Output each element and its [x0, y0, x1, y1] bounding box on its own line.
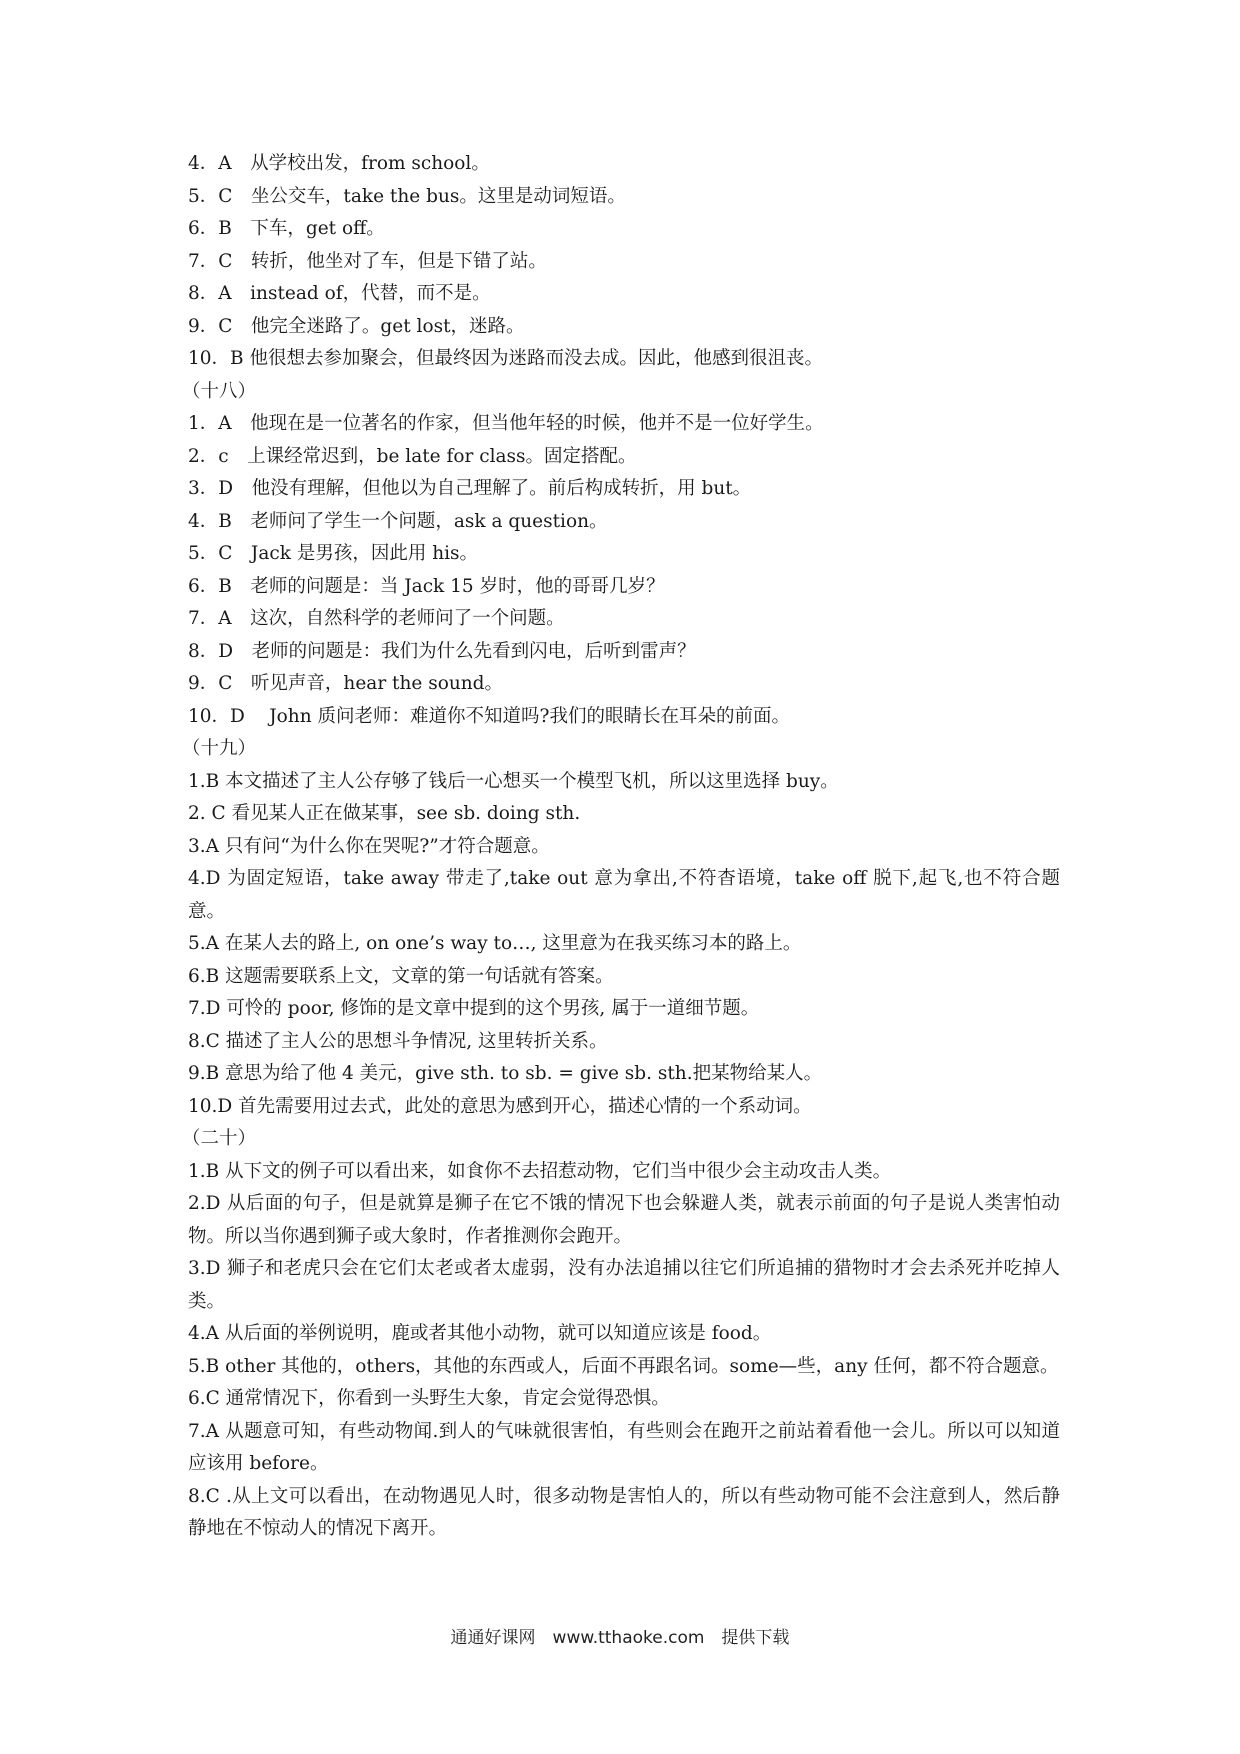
answer-line: 3.A 只有问“为什么你在哭呢?”才符合题意。: [188, 835, 550, 857]
answer-line: 1.B 本文描述了主人公存够了钱后一心想买一个模型飞机，所以这里选择 buy。: [188, 770, 839, 792]
answer-line: 9．C 听见声音，hear the sound。: [188, 673, 504, 694]
answer-line: 8.C .从上文可以看出，在动物遇见人时，很多动物是害怕人的，所以有些动物可能不会注意到人，然后静静地在不惊动人的情况下离开。: [188, 1485, 1060, 1539]
answer-line: 7．A 这次，自然科学的老师问了一个问题。: [188, 608, 565, 629]
answer-line: 7．C 转折，他坐对了车，但是下错了站。: [188, 250, 547, 272]
section-heading: （二十）: [182, 1128, 257, 1149]
answer-line: 1.B 从下文的例子可以看出来，如食你不去招惹动物，它们当中很少会主动攻击人类。: [188, 1160, 892, 1182]
answer-line: 4.A 从后面的举例说明，鹿或者其他小动物，就可以知道应该是 food。: [188, 1323, 772, 1344]
answer-line: 6．B 老师的问题是：当 Jack 15 岁时，他的哥哥几岁？: [188, 575, 665, 597]
answer-line: 7.D 可怜的 poor, 修饰的是文章中提到的这个男孩, 属于一道细节题。: [188, 998, 760, 1019]
section-heading: （十八）: [182, 380, 257, 402]
answer-line: 7.A 从题意可知，有些动物闻.到人的气味就很害怕，有些则会在跑开之前站着看他一会儿。所以可以知道应该用 before。: [188, 1420, 1060, 1474]
answer-line: 6．B 下车，get off。: [188, 218, 385, 239]
answer-group-19: [182, 733, 1060, 1123]
answer-group-17-tail: [188, 148, 1060, 376]
answer-line: 6.C 通常情况下，你看到一头野生大象，肯定会觉得恐惧。: [188, 1388, 670, 1409]
answer-line: 3．D 他没有理解，但他以为自己理解了。前后构成转折，用 but。: [188, 478, 752, 499]
answer-line: 9．C 他完全迷路了。get lost，迷路。: [188, 315, 525, 337]
answer-line: 4．A 从学校出发，from school。: [188, 153, 490, 174]
answer-line: 9.B 意思为给了他 4 美元，give sth. to sb. = give sb. sth.把某物给某人。: [188, 1063, 823, 1084]
answer-line: 10．D John 质问老师：难道你不知道吗?我们的眼睛长在耳朵的前面。: [188, 705, 790, 727]
answer-line: 8．A instead of，代替，而不是。: [188, 283, 491, 304]
answer-line: 1．A 他现在是一位著名的作家，但当他年轻的时候，他并不是一位好学生。: [188, 413, 824, 434]
answer-line: 8．D 老师的问题是：我们为什么先看到闪电，后听到雷声？: [188, 640, 696, 662]
answer-line: 5.B other 其他的，others，其他的东西或人，后面不再跟名词。some—些，any 任何，都不符合题意。: [188, 1355, 1059, 1377]
answer-group-20: [182, 1123, 1060, 1546]
answer-line: 2.D 从后面的句子，但是就算是狮子在它不饿的情况下也会躲避人类，就表示前面的句子是说人类害怕动物。所以当你遇到狮子或大象时，作者推测你会跑开。: [188, 1193, 1060, 1247]
answer-line: 5．C Jack 是男孩，因此用 his。: [188, 543, 479, 564]
answer-line: 10.D 首先需要用过去式，此处的意思为感到开心，描述心情的一个系动词。: [188, 1095, 812, 1117]
answer-line: 2. C 看见某人正在做某事，see sb. doing sth.: [188, 803, 581, 824]
answer-line: 5．C 坐公交车，take the bus。这里是动词短语。: [188, 185, 626, 207]
answer-line: 6.B 这题需要联系上文，文章的第一句话就有答案。: [188, 965, 614, 987]
answer-document: [182, 148, 1060, 1546]
page-footer: 通通好课网 www.tthaoke.com 提供下载: [450, 1628, 790, 1648]
section-heading: （十九）: [182, 738, 257, 759]
answer-line: 8.C 描述了主人公的思想斗争情况, 这里转折关系。: [188, 1030, 608, 1052]
answer-group-18: [182, 376, 1060, 734]
answer-line: 10．B 他很想去参加聚会，但最终因为迷路而没去成。因此，他感到很沮丧。: [188, 348, 824, 369]
answer-line: 2．c 上课经常迟到，be late for class。固定搭配。: [188, 445, 637, 467]
answer-line: 4.D 为固定短语，take away 带走了,take out 意为拿出,不符杳语境，take off 脱下,起飞,也不符合题意。: [188, 868, 1060, 922]
answer-line: 3.D 狮子和老虎只会在它们太老或者太虚弱，没有办法追捕以往它们所追捕的猎物时才会去杀死并吃掉人类。: [188, 1258, 1060, 1312]
answer-line: 5.A 在某人去的路上, on one’s way to…, 这里意为在我买练习本的路上。: [188, 933, 802, 954]
answer-line: 4．B 老师问了学生一个问题，ask a question。: [188, 510, 608, 532]
